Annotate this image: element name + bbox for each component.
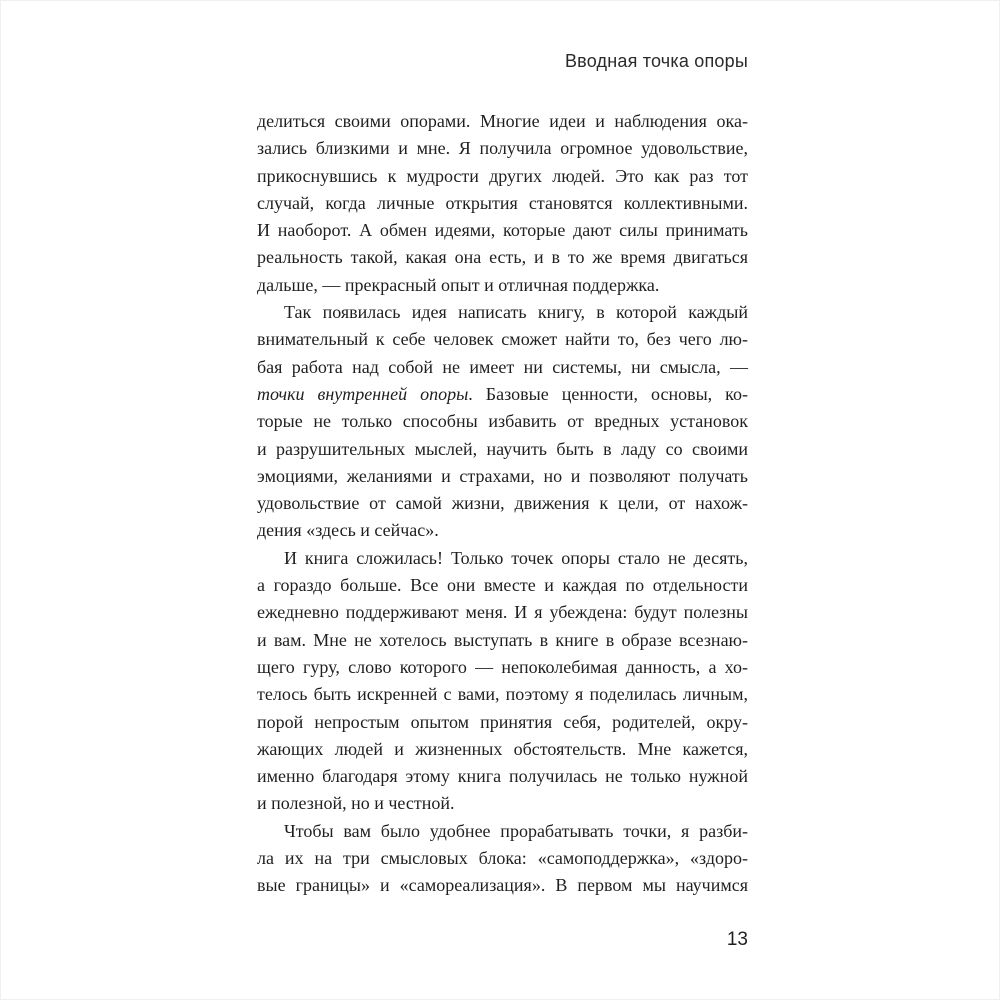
text-line: внимательный к себе человек сможет найти то, без чего лю- bbox=[257, 329, 748, 350]
text-line: дения «здесь и сейчас». bbox=[257, 520, 439, 541]
body-paragraph bbox=[257, 818, 748, 900]
text-line: бая работа над собой не имеет ни системы, ни смысла, — bbox=[257, 356, 748, 377]
page-body-text bbox=[257, 108, 748, 900]
text-line: вые границы» и «самореализация». В первом мы научимся bbox=[257, 875, 748, 896]
text-line: зались близкими и мне. Я получила огромное удовольствие, bbox=[257, 138, 748, 159]
text-line: и вам. Мне не хотелось выступать в книге в образе всезнаю- bbox=[257, 629, 748, 650]
italic-phrase: точки внутренней опоры bbox=[257, 383, 469, 404]
text-line: Так появилась идея написать книгу, в которой каждый bbox=[284, 302, 748, 323]
text-line: именно благодаря этому книга получилась не только нужной bbox=[257, 766, 748, 787]
text-line: Чтобы вам было удобнее прорабатывать точки, я разби- bbox=[284, 820, 748, 841]
text-line: ежедневно поддерживают меня. И я убеждена: будут полезны bbox=[257, 602, 748, 623]
body-paragraph bbox=[257, 299, 748, 545]
body-paragraph bbox=[257, 545, 748, 818]
text-line: случай, когда личные открытия становятся коллективными. bbox=[257, 192, 748, 213]
text-line: и полезной, но и честной. bbox=[257, 793, 455, 814]
text-line: И наоборот. А обмен идеями, которые дают силы принимать bbox=[257, 220, 748, 241]
text-segment: . Базовые ценности, основы, ко- bbox=[468, 383, 748, 404]
text-line: делиться своими опорами. Многие идеи и наблюдения ока- bbox=[257, 111, 748, 131]
text-line: порой непростым опытом принятия себя, родителей, окру- bbox=[257, 711, 748, 732]
text-line: щего гуру, слово которого — непоколебимая данность, а хо- bbox=[257, 656, 748, 677]
text-line: дальше, — прекрасный опыт и отличная поддержка. bbox=[257, 274, 660, 295]
text-line: реальность такой, какая она есть, и в то же время двигаться bbox=[257, 247, 748, 268]
text-line: а гораздо больше. Все они вместе и каждая по отдельности bbox=[257, 575, 748, 596]
page-number: 13 bbox=[726, 929, 748, 950]
text-line: телось быть искренней с вами, поэтому я поделилась личным, bbox=[257, 684, 748, 705]
running-header: Вводная точка опоры bbox=[564, 51, 748, 71]
text-line: жающих людей и жизненных обстоятельств. Мне кажется, bbox=[257, 738, 748, 759]
body-paragraph bbox=[257, 108, 748, 299]
text-line: торые не только способны избавить от вредных установок bbox=[257, 411, 748, 432]
text-line: прикоснувшись к мудрости других людей. Это как раз тот bbox=[257, 165, 748, 186]
text-line: И книга сложилась! Только точек опоры стало не десять, bbox=[284, 547, 748, 568]
text-line: эмоциями, желаниями и страхами, но и позволяют получать bbox=[257, 465, 748, 486]
text-line: ла их на три смысловых блока: «самоподдержка», «здоро- bbox=[257, 848, 748, 869]
text-line bbox=[257, 381, 748, 408]
text-line: удовольствие от самой жизни, движения к цели, от нахож- bbox=[257, 493, 748, 514]
text-line: и разрушительных мыслей, научить быть в ладу со своими bbox=[257, 438, 748, 459]
